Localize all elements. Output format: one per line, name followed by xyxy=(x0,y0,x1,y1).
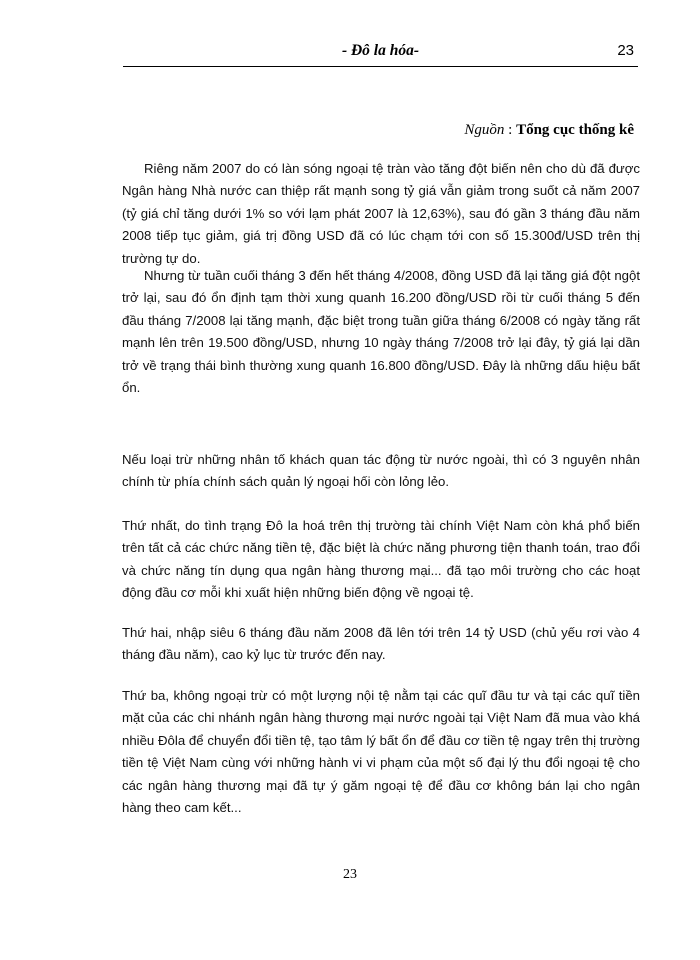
source-value: Tổng cục thống kê xyxy=(516,122,634,138)
source-label: Nguồn xyxy=(464,122,505,138)
paragraph-third-cause: Thứ ba, không ngoại trừ có một lượng nội tệ nằm tại các quĩ đầu tư và tại các quĩ tiền mặt của các chi nhánh ngân hàng thương mại nước ngoài tại Việt Nam đã mua vào khá nhiều Đôla để chuyển đổi tiền tệ, tạo tâm lý bất ổn để đầu cơ tiền tệ ngay trên thị trường tiền tệ Việt Nam cùng với những hành vi vi phạm của một số đại lý thu đổi ngoại tệ cho các ngân hàng thương mại đã tự ý găm ngoại tệ để đầu cơ không bán lại cho ngân hàng theo cam kết... xyxy=(122,688,640,816)
page-header xyxy=(123,38,638,67)
header-title: - Đô la hóa- xyxy=(341,42,420,59)
paragraph-first-cause: Thứ nhất, do tình trạng Đô la hoá trên thị trường tài chính Việt Nam còn khá phổ biến trên tất cả các chức năng tiền tệ, đặc biệt là chức năng phương tiện thanh toán, trao đổi và chức năng tín dụng qua ngân hàng thương mại... đã tạo môi trường cho các hoạt động đầu cơ mỗi khi xuất hiện những biến động về ngoại tệ. xyxy=(122,518,640,601)
header-page-number: 23 xyxy=(617,42,634,59)
paragraph-three-causes-intro: Nếu loại trừ những nhân tố khách quan tác động từ nước ngoài, thì có 3 nguyên nhân chính từ phía chính sách quản lý ngoại hối còn lỏng lẻo. xyxy=(122,452,640,490)
source-line xyxy=(464,122,634,139)
paragraph-2007-exchange-rate: Riêng năm 2007 do có làn sóng ngoại tệ tràn vào tăng đột biến nên cho dù đã được Ngân hàng Nhà nước can thiệp rất mạnh song tỷ giá vẫn giảm trong suốt cả năm 2007 (tỷ giá chỉ tăng dưới 1% so với lạm phát 2007 là 12,63%), sau đó gần 3 tháng đầu năm 2008 tiếp tục giảm, giá trị đồng USD đã có lúc chạm tới con số 15.300đ/USD trên thị trường tự do. xyxy=(122,161,640,266)
paragraph-2008-usd-volatility: Nhưng từ tuần cuối tháng 3 đến hết tháng 4/2008, đồng USD đã lại tăng giá đột ngột trở lại, sau đó ổn định tạm thời xung quanh 16.200 đồng/USD rồi từ cuối tháng 5 đến đầu tháng 7/2008 lại tăng mạnh, đặc biệt trong tuần giữa tháng 6/2008 có ngày tăng rất mạnh lên trên 19.500 đồng/USD, nhưng 10 ngày tháng 7/2008 trở lại đây, tỷ giá lại dần trở về trạng thái bình thường xung quanh 16.800 đồng/USD. Đây là những dấu hiệu bất ổn. xyxy=(122,268,640,396)
footer-page-number: 23 xyxy=(343,867,357,882)
source-separator: : xyxy=(504,122,517,138)
paragraph-second-cause: Thứ hai, nhập siêu 6 tháng đầu năm 2008 đã lên tới trên 14 tỷ USD (chủ yếu rơi vào 4 tháng đầu năm), cao kỷ lục từ trước đến nay. xyxy=(122,625,640,663)
